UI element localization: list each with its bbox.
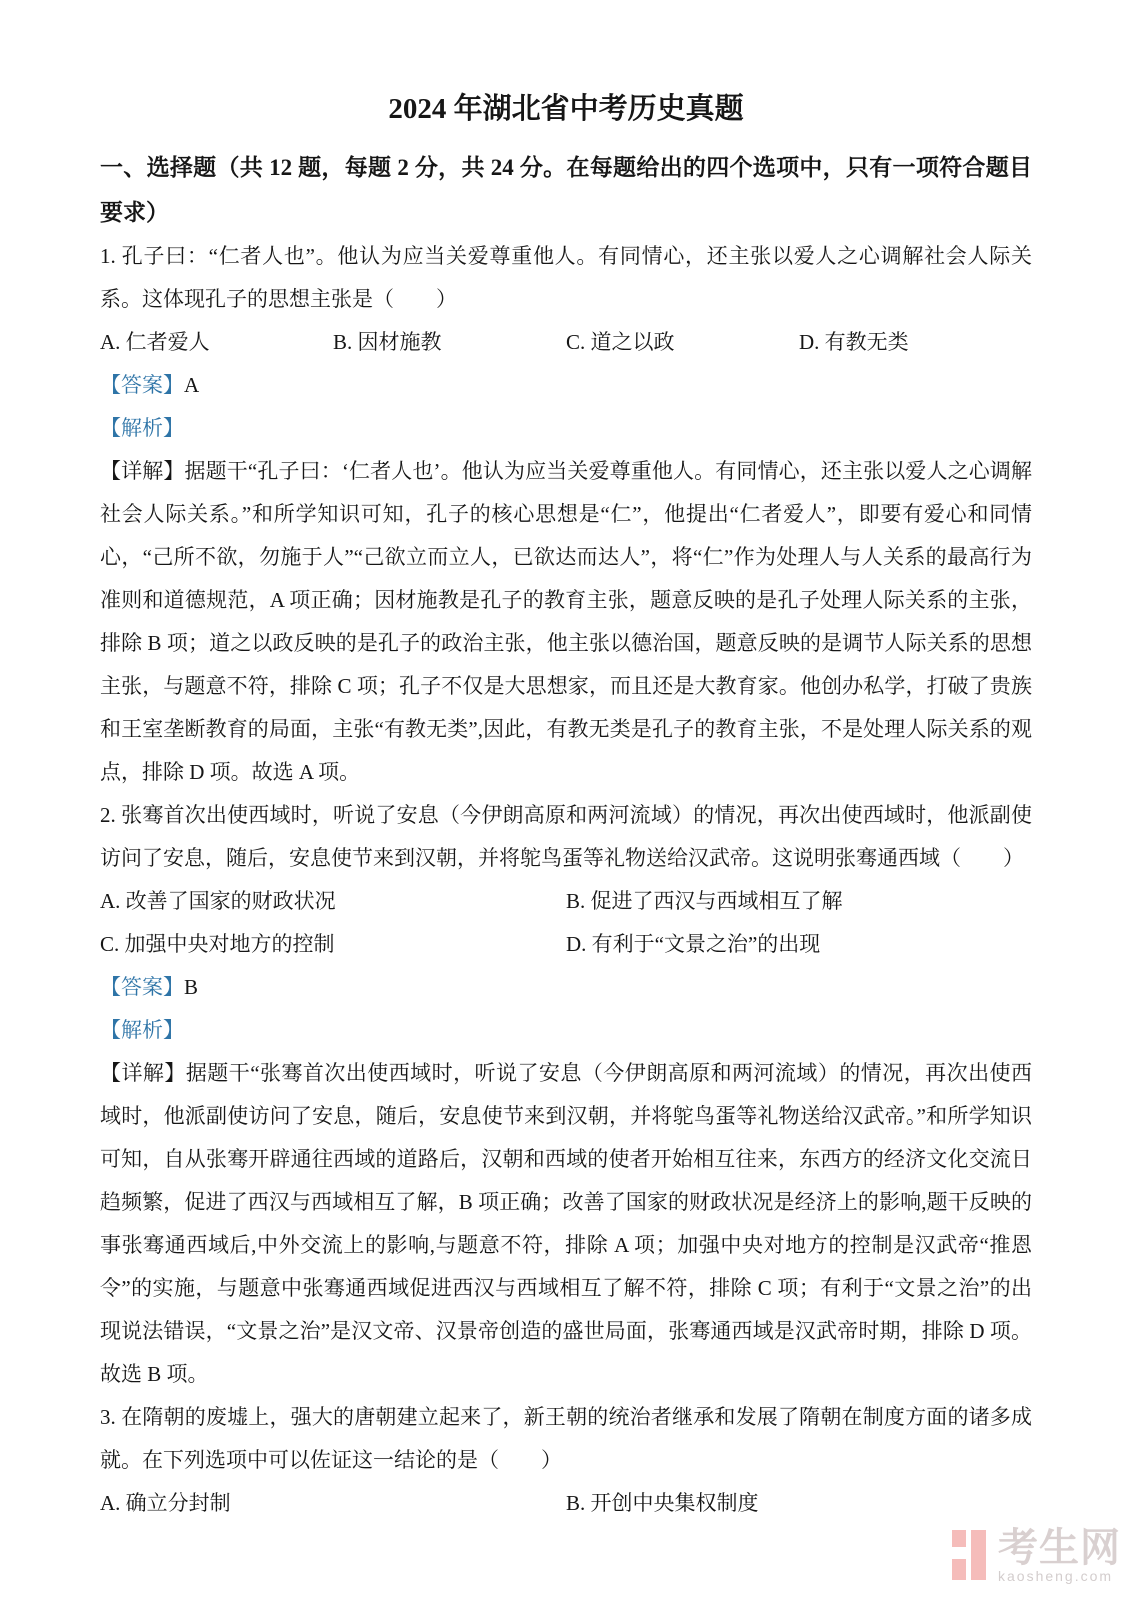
question-1-option-d: D. 有教无类 — [799, 330, 909, 354]
question-2-answer-value: B — [184, 975, 199, 999]
kaosheng-watermark — [952, 1526, 1121, 1584]
question-1-option-b: B. 因材施教 — [333, 330, 442, 354]
question-2-option-a: A. 改善了国家的财政状况 — [100, 889, 336, 913]
question-2-option-d: D. 有利于“文景之治”的出现 — [566, 932, 821, 956]
question-3-stem: 3. 在隋朝的废墟上，强大的唐朝建立起来了，新王朝的统治者继承和发展了隋朝在制度方面的诸多成就。在下列选项中可以佐证这一结论的是（ ） — [100, 1405, 1032, 1472]
question-2-stem: 2. 张骞首次出使西域时，听说了安息（今伊朗高原和两河流域）的情况，再次出使西域时，他派副使访问了安息，随后，安息使节来到汉朝，并将鸵鸟蛋等礼物送给汉武帝。这说明张骞通西域（ ） — [100, 803, 1032, 870]
analysis-label: 【解析】 — [100, 1018, 184, 1042]
question-1-answer-value: A — [184, 373, 200, 397]
kaosheng-logo-icon — [952, 1530, 986, 1580]
question-2-answer-line — [100, 966, 1032, 1009]
analysis-label: 【解析】 — [100, 416, 184, 440]
question-2-options — [100, 880, 1032, 966]
answer-label: 【答案】 — [100, 373, 184, 397]
question-1-detail: 【详解】据题干“孔子曰：‘仁者人也’。他认为应当关爱尊重他人。有同情心，还主张以爱人之心调解社会人际关系。”和所学知识可知，孔子的核心思想是“仁”，他提出“仁者爱人”，即要有爱心和同情心，“己所不欲，勿施于人”“己欲立而立人，已欲达而达人”，将“仁”作为处理人与人关系的最高行为准则和道德规范，A 项正确；因材施教是孔子的教育主张，题意反映的是孔子处理人际关系的主张，排除 B 项；道之以政反映的是孔子的政治主张，他主张以德治国，题意反映的是调节人际关系的思想主张，与题意不符，排除 C 项；孔子不仅是大思想家，而且还是大教育家。他创办私学，打破了贵族和王室垄断教育的局面，主张“有教无类”,因此，有教无类是孔子的教育主张，不是处理人际关系的观点，排除 D 项。故选 A 项。 — [100, 459, 1032, 784]
question-1-options — [100, 321, 1032, 364]
answer-label: 【答案】 — [100, 975, 184, 999]
question-1-answer-line — [100, 364, 1032, 407]
question-2-option-b: B. 促进了西汉与西域相互了解 — [566, 889, 843, 913]
question-2-detail: 【详解】据题干“张骞首次出使西域时，听说了安息（今伊朗高原和两河流域）的情况，再次出使西域时，他派副使访问了安息，随后，安息使节来到汉朝，并将鸵鸟蛋等礼物送给汉武帝。”和所学知识可知，自从张骞开辟通往西域的道路后，汉朝和西域的使者开始相互往来，东西方的经济文化交流日趋频繁，促进了西汉与西域相互了解，B 项正确；改善了国家的财政状况是经济上的影响,题干反映的事张骞通西域后,中外交流上的影响,与题意不符，排除 A 项；加强中央对地方的控制是汉武帝“推恩令”的实施，与题意中张骞通西域促进西汉与西域相互了解不符，排除 C 项；有利于“文景之治”的出现说法错误，“文景之治”是汉文帝、汉景帝创造的盛世局面，张骞通西域是汉武帝时期，排除 D 项。故选 B 项。 — [100, 1061, 1032, 1386]
section-header: 一、选择题（共 12 题，每题 2 分，共 24 分。在每题给出的四个选项中，只有一项符合题目要求） — [100, 155, 1032, 225]
question-1-stem: 1. 孔子曰：“仁者人也”。他认为应当关爱尊重他人。有同情心，还主张以爱人之心调解社会人际关系。这体现孔子的思想主张是（ ） — [100, 244, 1032, 311]
question-3-option-a: A. 确立分封制 — [100, 1491, 231, 1515]
question-2 — [100, 794, 1032, 1396]
page-title: 2024 年湖北省中考历史真题 — [388, 93, 744, 125]
question-1-option-a: A. 仁者爱人 — [100, 330, 210, 354]
question-1 — [100, 235, 1032, 794]
question-3 — [100, 1396, 1032, 1525]
watermark-text — [998, 1526, 1121, 1584]
question-3-option-b: B. 开创中央集权制度 — [566, 1491, 759, 1515]
watermark-site-url: kaosheng.com — [998, 1568, 1114, 1584]
watermark-site-name: 考生网 — [998, 1526, 1121, 1570]
question-1-option-c: C. 道之以政 — [566, 330, 675, 354]
question-2-option-c: C. 加强中央对地方的控制 — [100, 932, 335, 956]
question-3-options — [100, 1482, 1032, 1525]
